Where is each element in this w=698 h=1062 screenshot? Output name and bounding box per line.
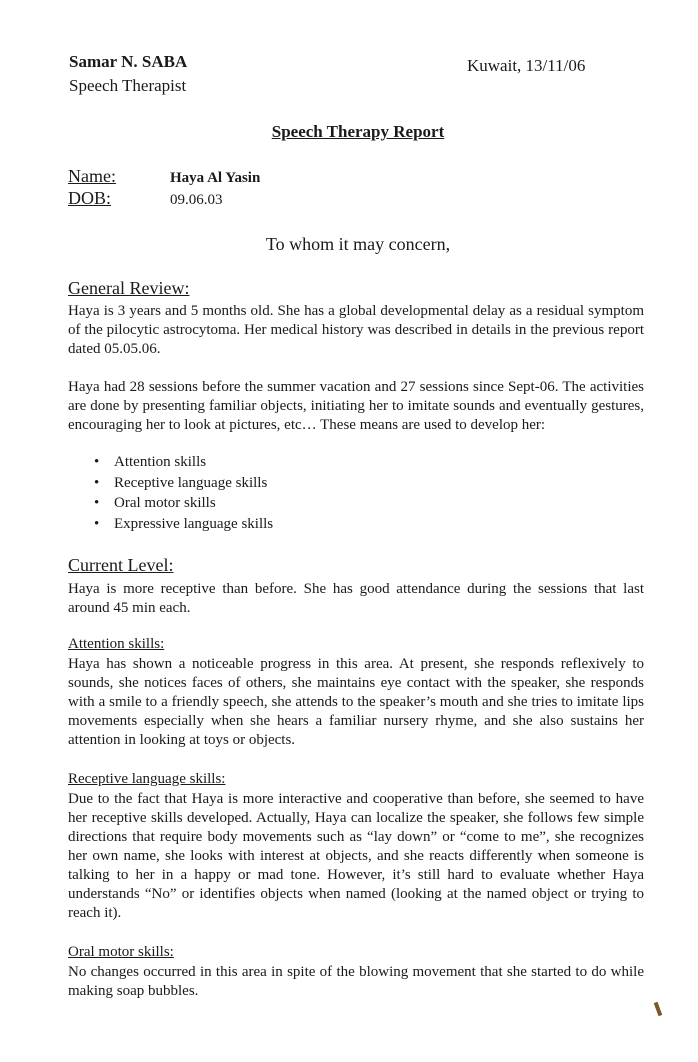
receptive-skills-heading: Receptive language skills: xyxy=(68,771,226,787)
oral-motor-skills-heading: Oral motor skills: xyxy=(68,944,174,960)
current-level-paragraph: Haya is more receptive than before. She has good attendance during the sessions that last around 45 min each. xyxy=(68,581,644,616)
attention-skills-paragraph: Haya has shown a noticeable progress in this area. At present, she responds reflexively to sounds, she notices faces of others, she maintains eye contact with the speaker, she responds with a smile to a friendly speech, she attends to the speaker’s mouth and she tries to imitate lips movements especially when she hears a familiar nursery rhyme, and she also sustains her attention in looking at toys or objects. xyxy=(68,656,644,748)
author-name: Samar N. SABA xyxy=(69,52,188,71)
list-item: • Attention skills xyxy=(92,452,273,473)
general-review-paragraph-2: Haya had 28 sessions before the summer vacation and 27 sessions since Sept-06. The activities are done by presenting familiar objects, initiating her to imitate sounds and eventually gestures, encouraging her to look at pictures, etc… These means are used to develop her: xyxy=(68,379,644,433)
general-review-heading: General Review: xyxy=(68,278,190,298)
current-level-heading: Current Level: xyxy=(68,555,174,575)
dob-label: DOB: xyxy=(68,188,112,208)
general-review-paragraph-1: Haya is 3 years and 5 months old. She has a global developmental delay as a residual symptom of the pilocytic astrocytoma. Her medical history was described in details in the previous report dated 05.05.06. xyxy=(68,303,644,357)
scan-artifact xyxy=(654,1002,663,1017)
oral-motor-skills-paragraph: No changes occurred in this area in spite of the blowing movement that she started to do while making soap bubbles. xyxy=(68,964,644,999)
attention-skills-heading: Attention skills: xyxy=(68,636,165,652)
report-title: Speech Therapy Report xyxy=(271,122,445,141)
author-role: Speech Therapist xyxy=(69,76,187,95)
list-item: • Expressive language skills xyxy=(92,514,273,535)
list-item: • Receptive language skills xyxy=(92,473,273,494)
name-label: Name: xyxy=(68,166,116,186)
skills-list xyxy=(92,452,273,534)
place-date: Kuwait, 13/11/06 xyxy=(467,56,586,75)
greeting: To whom it may concern, xyxy=(265,234,451,254)
dob-value: 09.06.03 xyxy=(170,192,223,208)
receptive-skills-paragraph: Due to the fact that Haya is more interactive and cooperative than before, she seemed to have her receptive skills developed. Actually, Haya can localize the speaker, she follows few simple directions that require body movements such as “lay down” or “come to me”, she recognizes her own name, she looks with interest at objects, and she reacts differently when someone is talking to her in a happy or mad tone. However, it’s still hard to evaluate whether Haya understands “No” or identifies objects when named (looking at the named object or trying to reach it). xyxy=(68,791,644,921)
list-item: • Oral motor skills xyxy=(92,493,273,514)
name-value: Haya Al Yasin xyxy=(170,170,261,186)
